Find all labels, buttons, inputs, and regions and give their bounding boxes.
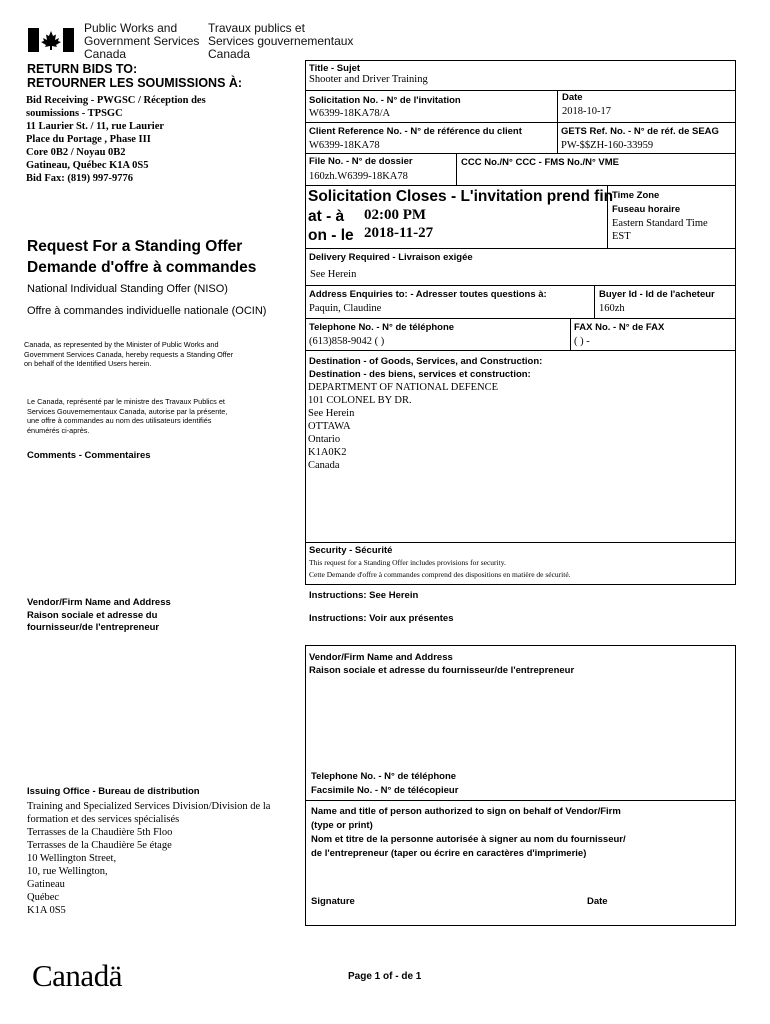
niso-fr: Offre à commandes individuelle nationale (OCIN) [27,305,267,317]
file-number-label: File No. - N° de dossier [309,156,413,167]
paragraph-line: on behalf of the Identified Users herein. [24,359,152,368]
time-zone-label [612,189,680,217]
vendor-firm-label-left [27,597,171,635]
closing-time-value: 02:00 PM [364,207,427,223]
signer-label-line: Name and title of person authorized to sign on behalf of Vendor/Firm [311,806,621,817]
paragraph-line: Canada, as represented by the Minister of Public Works and [24,340,219,349]
document-title-fr: Demande d'offre à commandes [27,259,257,276]
paragraph-line: énumérés ci-après. [27,425,90,435]
issuing-line: Québec [27,892,60,903]
destination-line: K1A0K2 [308,447,347,458]
return-address-line: 11 Laurier St. / 11, rue Laurier [26,121,165,132]
document-title-en: Request For a Standing Offer [27,238,243,255]
return-bids-title-en: RETURN BIDS TO: [27,62,138,76]
title-value: Shooter and Driver Training [309,74,428,85]
vendor-box-line: Vendor/Firm Name and Address [309,652,453,663]
tz-label-line: Time Zone [612,190,660,201]
issuing-office-label: Issuing Office - Bureau de distribution [27,786,200,797]
page-number: Page 1 of - de 1 [348,971,422,982]
security-text-en: This request for a Standing Offer includes provisions for security. [309,558,506,567]
time-zone-value [612,217,708,243]
issuing-line: K1A 0S5 [27,905,66,916]
telephone-label: Telephone No. - N° de téléphone [309,322,455,333]
dept-name-en-line3: Canada [84,47,127,61]
dept-name-fr-line3: Canada [208,47,251,61]
destination-line: DEPARTMENT OF NATIONAL DEFENCE [308,382,499,393]
paragraph-line: Le Canada, représenté par le ministre des Travaux Publics et [27,397,225,406]
dept-name-fr-line1: Travaux publics et [208,21,305,35]
vendor-label-line: fournisseur/de l'entrepreneur [27,622,160,633]
destination-line: Ontario [308,434,341,445]
request-paragraph-en [24,340,233,369]
telephone-value: (613)858-9042 ( ) [309,336,385,347]
return-address-line: Core 0B2 / Noyau 0B2 [26,147,126,158]
instructions-fr: Instructions: Voir aux présentes [309,613,454,624]
signer-label-line: Nom et titre de la personne autorisée à signer au nom du fournisseur/ [311,834,626,845]
bid-fax: Bid Fax: (819) 997-9776 [26,173,134,184]
return-address [26,94,206,185]
issuing-line: Gatineau [27,879,65,890]
fax-value: ( ) - [574,336,590,347]
destination-label-line: Destination - des biens, services et construction: [309,369,531,380]
issuing-line: Terrasses de la Chaudière 5th Floo [27,827,173,838]
signature-label: Signature [311,896,355,907]
vendor-label-line: Raison sociale et adresse du [27,609,158,621]
signer-label-line: (type or print) [311,820,373,831]
date-label: Date [562,92,583,103]
paragraph-line: une offre à commandes au nom des utilisateurs identifiés [27,416,212,425]
client-reference-label: Client Reference No. - N° de référence du client [309,126,522,137]
return-address-line: Place du Portage , Phase III [26,134,151,145]
closing-date-value: 2018-11-27 [364,225,434,241]
closing-time-label: at - à [308,208,345,225]
issuing-line: Terrasses de la Chaudière 5e étage [27,840,172,851]
paragraph-line: Services Gouvernementaux Canada, autorise par la présente, [27,406,228,416]
file-number-value: 160zh.W6399-18KA78 [309,171,408,182]
niso-en: National Individual Standing Offer (NISO) [27,283,228,295]
dept-name-en-line2: Government Services [84,34,200,48]
address-enquiries-label: Address Enquiries to: - Adresser toutes questions à: [309,289,547,300]
destination-label-line: Destination - of Goods, Services, and Construction: [309,356,543,367]
issuing-line: 10 Wellington Street, [27,853,117,864]
canada-wordmark: Canadä [32,958,122,993]
paragraph-line: Government Services Canada, hereby requests a Standing Offer [24,349,234,359]
comments-label: Comments - Commentaires [27,450,151,461]
delivery-required-value: See Herein [310,269,357,280]
destination-line: 101 COLONEL BY DR. [308,395,412,406]
government-signature [28,22,368,64]
vendor-telephone-label: Telephone No. - N° de téléphone [311,771,457,782]
gets-ref-label: GETS Ref. No. - N° de réf. de SEAG [561,126,719,137]
dept-name-en-line1: Public Works and [84,21,178,35]
return-address-line: Gatineau, Québec K1A 0S5 [26,160,149,171]
issuing-line: formation et des services spécialisés [27,814,180,825]
client-reference-value: W6399-18KA78 [309,140,380,151]
buyer-id-value: 160zh [599,303,625,314]
destination-line: OTTAWA [308,421,351,432]
destination-line: Canada [308,460,340,471]
buyer-id-label: Buyer Id - Id de l'acheteur [599,289,715,300]
signature-date-label: Date [587,896,608,907]
gets-ref-value: PW-$$ZH-160-33959 [561,140,654,151]
ccc-fms-label: CCC No./N° CCC - FMS No./N° VME [461,157,620,168]
return-address-line: Bid Receiving - PWGSC / Réception des [26,95,206,106]
solicitation-label: Solicitation No. - N° de l'invitation [309,95,461,106]
destination-line: See Herein [308,408,355,419]
security-text-fr: Cette Demande d'offre à commandes comprend des dispositions en matière de sécurité. [309,570,571,579]
return-bids-title-fr: RETOURNER LES SOUMISSIONS À: [27,76,243,90]
instructions-en: Instructions: See Herein [309,590,419,601]
return-address-line: soumissions - TPSGC [26,108,123,119]
delivery-required-label: Delivery Required - Livraison exigée [309,252,473,263]
signer-label-line: de l'entrepreneur (taper ou écrire en caractères d'imprimerie) [311,848,587,859]
issuing-line: Training and Specialized Services Division/Division de la [27,801,271,812]
tz-value-line: Eastern Standard Time [612,218,708,229]
solicitation-number: W6399-18KA78/A [309,108,391,119]
security-label: Security - Sécurité [309,545,393,556]
address-enquiries-value: Paquin, Claudine [309,303,382,314]
dept-name-fr-line2: Services gouvernementaux [208,34,354,48]
vendor-firm-label [309,651,574,677]
issuing-line: 10, rue Wellington, [27,866,108,877]
vendor-label-line: Vendor/Firm Name and Address [27,597,171,608]
title-label: Title - Sujet [309,63,361,74]
destination-address [308,381,498,472]
canada-flag-icon [28,28,74,52]
tz-label-line: Fuseau horaire [612,204,681,215]
closing-date-label: on - le [308,227,354,244]
fax-label: FAX No. - N° de FAX [574,322,665,333]
vendor-box-line: Raison sociale et adresse du fournisseur/de l'entrepreneur [309,665,575,676]
date-value: 2018-10-17 [562,106,611,117]
destination-label [309,355,542,381]
request-paragraph-fr [27,397,227,435]
vendor-facsimile-label: Facsimile No. - N° de télécopieur [311,785,459,796]
authorized-signer-label [311,805,626,861]
tz-value-line: EST [612,231,631,242]
solicitation-closes-label: Solicitation Closes - L'invitation prend fin [308,188,614,205]
issuing-office-address [27,800,270,917]
